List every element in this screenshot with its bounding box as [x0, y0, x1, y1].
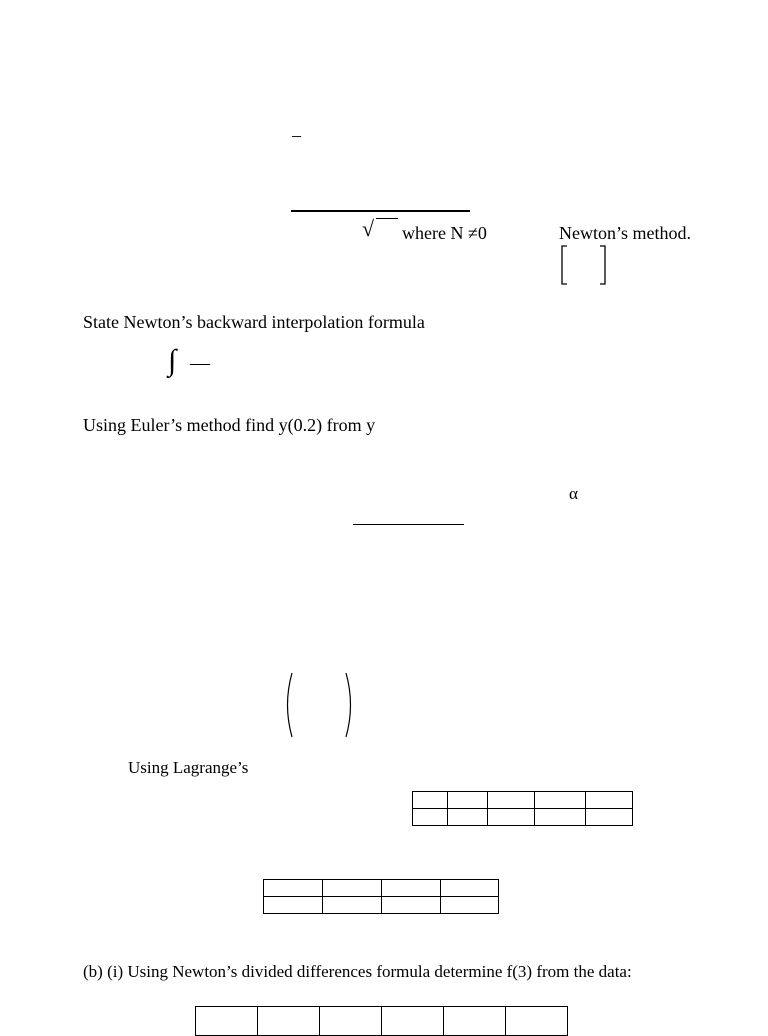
- table-row: [413, 792, 633, 809]
- newton-method-text: Newton’s method.: [559, 223, 691, 243]
- table-cell: [447, 809, 488, 826]
- square-brackets: [558, 244, 610, 286]
- divided-differences-question: (b) (i) Using Newton’s divided differences formula determine f(3) from the data:: [83, 962, 632, 981]
- table-cell: [447, 792, 488, 809]
- table-cell: [196, 1007, 258, 1036]
- table-cell: [440, 897, 498, 914]
- table-row: [264, 897, 499, 914]
- table-cell: [382, 1007, 444, 1036]
- table-cell: [381, 897, 440, 914]
- table-cell: [320, 1007, 382, 1036]
- alpha-symbol: α: [569, 484, 578, 503]
- left-parenthesis: [288, 673, 293, 737]
- table-cell: [586, 809, 633, 826]
- lagrange-question: Using Lagrange’s: [128, 758, 249, 777]
- table-row: [413, 809, 633, 826]
- euler-method-question: Using Euler’s method find y(0.2) from y: [83, 415, 376, 435]
- table-cell: [534, 792, 586, 809]
- second-data-table: [263, 879, 499, 914]
- table-cell: [381, 880, 440, 897]
- table-cell: [488, 809, 535, 826]
- table-cell: [322, 897, 381, 914]
- fraction-bar-top: [291, 210, 470, 212]
- right-square-bracket: [600, 246, 605, 284]
- where-clause-text: where N ≠0: [402, 223, 487, 243]
- backward-interpolation-question: State Newton’s backward interpolation formula: [83, 312, 425, 332]
- table-cell: [534, 809, 586, 826]
- table-cell: [444, 1007, 506, 1036]
- table-cell: [258, 1007, 320, 1036]
- integral-fraction-dash: —: [190, 352, 210, 374]
- integral-glyph: ∫: [168, 344, 177, 377]
- table-cell: [488, 792, 535, 809]
- lagrange-data-table: [412, 791, 633, 826]
- sqrt-glyph: √: [362, 216, 375, 241]
- left-square-bracket: [562, 246, 567, 284]
- table-cell: [413, 809, 448, 826]
- table-cell: [264, 880, 323, 897]
- table-cell: [586, 792, 633, 809]
- table-row: [264, 880, 499, 897]
- table-cell: [506, 1007, 568, 1036]
- table-cell: [413, 792, 448, 809]
- table-cell: [264, 897, 323, 914]
- sqrt-sign: [362, 216, 398, 242]
- table-row: [196, 1007, 568, 1036]
- fraction-bar-middle: [353, 524, 464, 525]
- short-dash-mark: –: [292, 125, 301, 145]
- divided-differences-data-table: [195, 1006, 568, 1036]
- table-cell: [322, 880, 381, 897]
- table-cell: [440, 880, 498, 897]
- sqrt-overline: [376, 218, 398, 219]
- large-parentheses: [282, 670, 358, 740]
- right-parenthesis: [346, 673, 351, 737]
